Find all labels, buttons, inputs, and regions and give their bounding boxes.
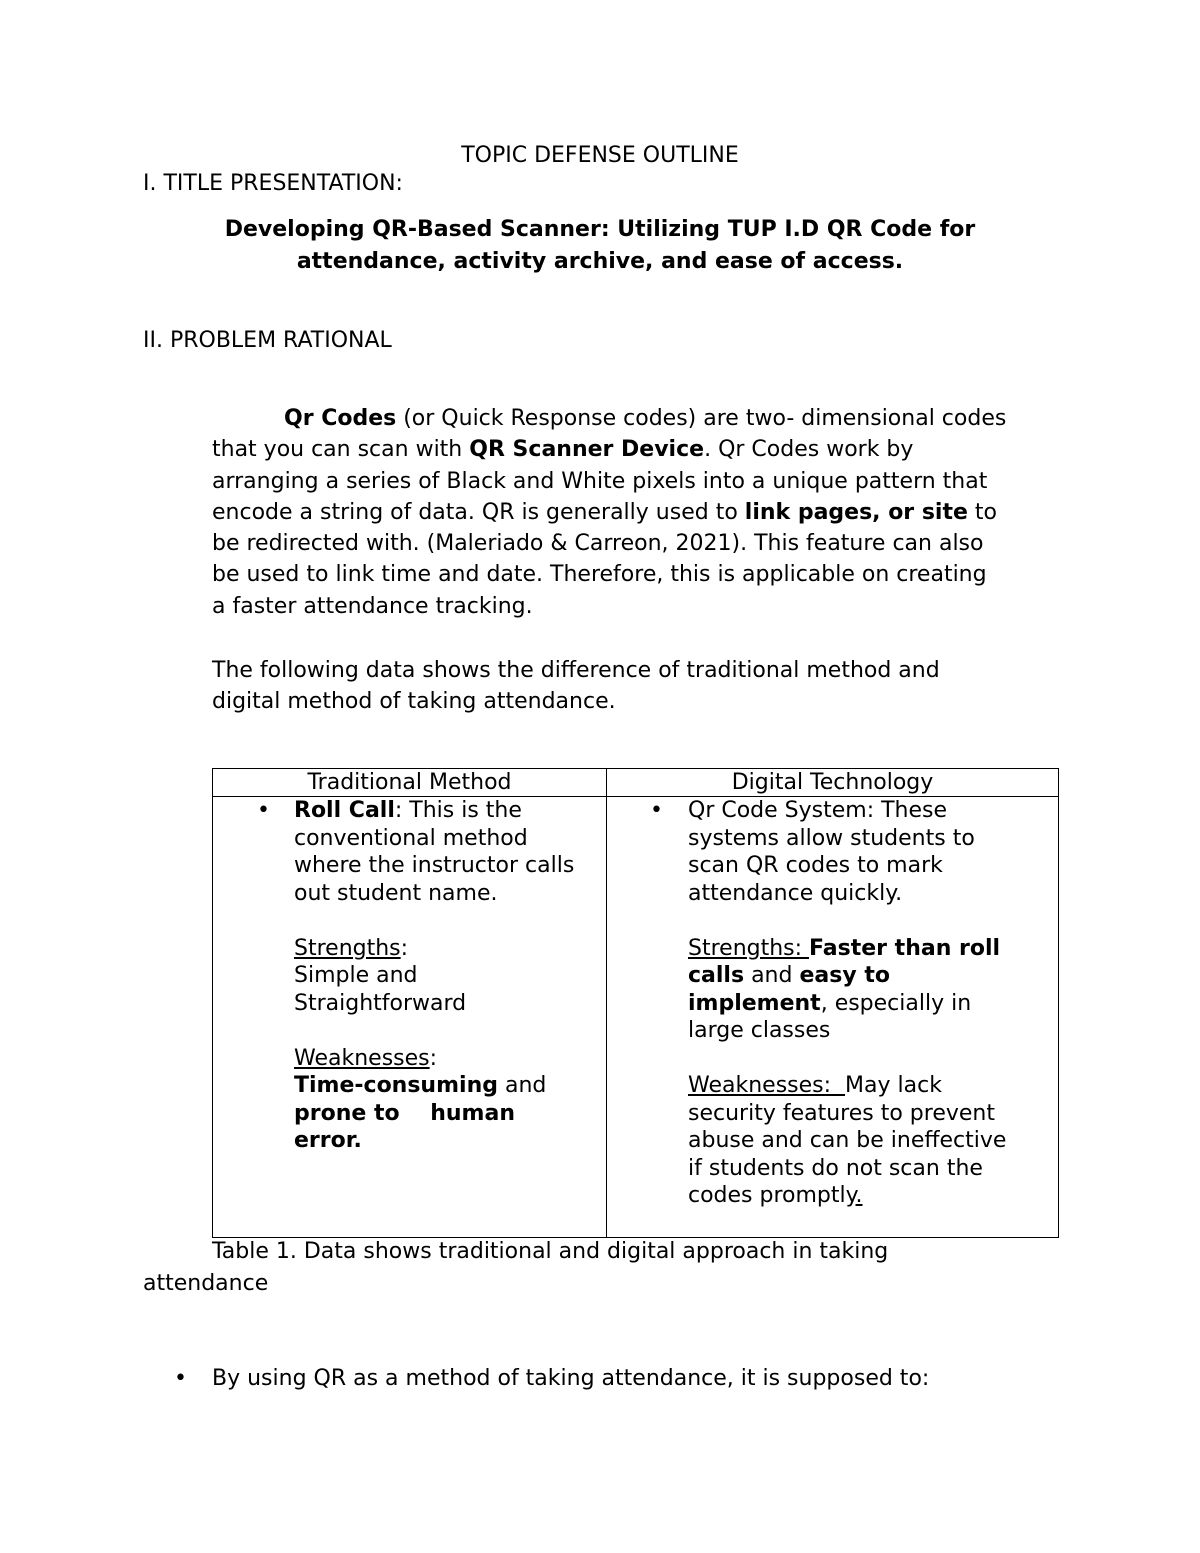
rationale-line <box>212 497 1092 528</box>
digital-technology-cell <box>688 797 1033 1210</box>
cell-line: large classes <box>688 1018 831 1043</box>
caption-line: attendance <box>143 1271 269 1296</box>
term-qr-scanner-device: QR Scanner Device <box>469 437 705 463</box>
text: , especially in <box>820 990 972 1016</box>
column-divider <box>606 769 607 1237</box>
strengths-label: Strengths <box>294 935 401 961</box>
document-title: TOPIC DEFENSE OUTLINE <box>461 143 739 168</box>
cell-line: if students do not scan the <box>688 1155 983 1181</box>
term-qr-codes: Qr Codes <box>284 406 397 431</box>
intro-line: The following data shows the difference of traditional method and <box>212 658 940 683</box>
cell-line <box>294 1127 599 1155</box>
text: (or Quick Response codes) are two- dimensional codes <box>396 406 1007 431</box>
rationale-paragraph <box>212 403 1092 622</box>
cell-line: out student name. <box>294 880 498 906</box>
cell-line: where the instructor calls <box>294 853 575 878</box>
term-faster: Faster than roll <box>809 935 1001 961</box>
cell-line: attendance quickly. <box>688 880 903 906</box>
traditional-method-cell <box>294 797 599 1155</box>
project-title <box>170 214 1030 278</box>
term-prone: prone to human <box>294 1100 515 1126</box>
term-implement: implement <box>688 990 821 1016</box>
term-link-pages: link pages, or site <box>744 499 968 525</box>
rationale-line: arranging a series of Black and White pixels into a unique pattern that <box>212 468 988 494</box>
text: : <box>429 1045 438 1071</box>
text: . Qr Codes work by <box>704 437 914 463</box>
weaknesses-line <box>688 1072 1033 1100</box>
section-heading-problem-rationale: II. PROBLEM RATIONAL <box>143 328 392 353</box>
weaknesses-label: Weaknesses: <box>688 1073 846 1098</box>
term-roll-call: Roll Call <box>294 798 395 823</box>
cell-line <box>688 962 1033 990</box>
weaknesses-label: Weaknesses <box>294 1045 430 1071</box>
rationale-line: be redirected with. (Maleriado & Carreon, 2021). This feature can also <box>212 531 984 557</box>
table-caption <box>143 1236 1043 1300</box>
text: that you can scan with <box>212 437 470 463</box>
text: . <box>855 1183 863 1208</box>
term-time-consuming: Time-consuming <box>294 1073 498 1098</box>
project-title-line-2: attendance, activity archive, and ease of access. <box>296 249 904 274</box>
text: codes promptly <box>688 1183 856 1208</box>
cell-line: Simple and <box>294 963 418 988</box>
cell-line <box>688 1182 1033 1210</box>
cell-line: Qr Code System: These <box>688 798 948 823</box>
rationale-line: be used to link time and date. Therefore, this is applicable on creating <box>212 562 987 588</box>
project-title-line-1: Developing QR-Based Scanner: Utilizing TUP I.D QR Code for <box>224 217 976 242</box>
strengths-line <box>688 935 1033 963</box>
section-heading-title-presentation: I. TITLE PRESENTATION: <box>143 171 403 196</box>
cell-line: systems allow students to <box>688 825 975 851</box>
rationale-line: a faster attendance tracking. <box>212 593 533 619</box>
bullet-dot: • <box>650 798 663 823</box>
cell-line: abuse and can be ineffective <box>688 1128 1007 1153</box>
text: and <box>744 963 800 988</box>
text: : <box>400 935 409 961</box>
final-bullet-text: By using QR as a method of taking attendance, it is supposed to: <box>212 1366 930 1391</box>
text: : This is the <box>394 798 522 823</box>
cell-line <box>688 990 1033 1018</box>
intro-line: digital method of taking attendance. <box>212 689 616 715</box>
column-header-traditional: Traditional Method <box>307 770 512 795</box>
cell-line: Straightforward <box>294 990 467 1016</box>
comparison-table <box>212 768 1059 1238</box>
cell-line <box>294 1072 599 1100</box>
bullet-dot: • <box>174 1366 187 1391</box>
column-header-digital: Digital Technology <box>731 770 934 795</box>
term-calls: calls <box>688 963 745 988</box>
bullet-dot: • <box>257 798 270 823</box>
cell-line <box>294 797 599 825</box>
text: and <box>497 1073 547 1098</box>
term-error: error. <box>294 1128 362 1153</box>
strengths-line <box>294 935 599 963</box>
text: May lack <box>845 1073 942 1098</box>
text: Table 1. Data shows traditional and digital approach in taking <box>212 1239 889 1264</box>
strengths-label: Strengths: <box>688 935 810 961</box>
cell-line <box>294 1100 599 1128</box>
rationale-line <box>212 434 1092 465</box>
cell-line: scan QR codes to mark <box>688 853 943 878</box>
text: encode a string of data. QR is generally used to <box>212 499 745 525</box>
caption-line <box>143 1236 1043 1268</box>
text: to <box>967 499 997 525</box>
intro-paragraph <box>212 655 1092 718</box>
cell-line: security features to prevent <box>688 1100 995 1126</box>
rationale-line <box>212 403 1092 434</box>
cell-line: conventional method <box>294 825 528 851</box>
term-easy: easy to <box>799 963 890 988</box>
weaknesses-line <box>294 1045 599 1073</box>
